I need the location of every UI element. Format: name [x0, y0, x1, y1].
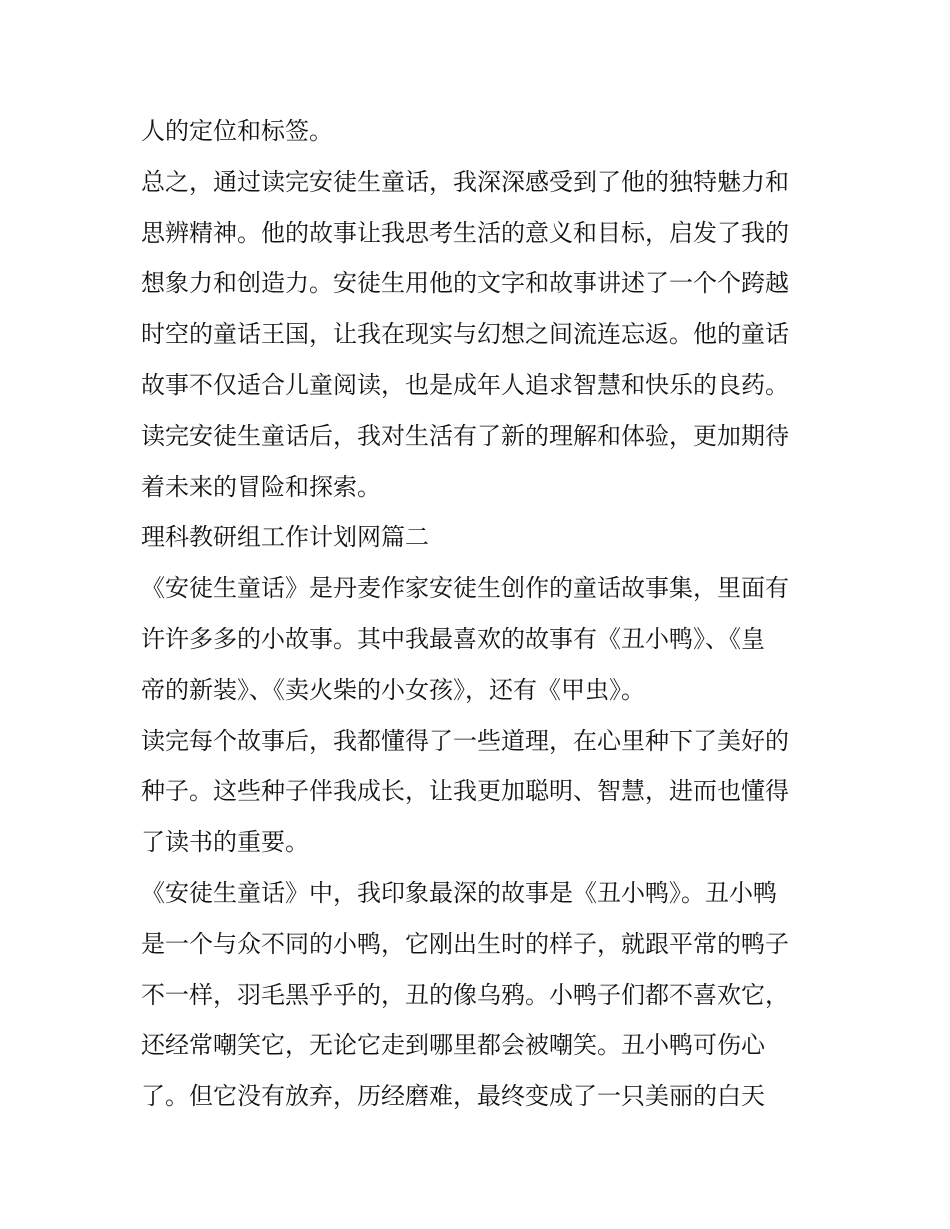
document-body [141, 106, 821, 1122]
text-line-2: 总之，通过读完安徒生童话，我深深感受到了他的独特魅力和 [141, 167, 789, 196]
section-heading: 理科教研组工作计划网篇二 [141, 523, 429, 552]
text-line-10: 《安徒生童话》是丹麦作家安徒生创作的童话故事集，里面有 [141, 574, 789, 603]
text-line-11: 许许多多的小故事。其中我最喜欢的故事有《丑小鸭》、《皇 [141, 624, 765, 653]
text-line-6: 故事不仅适合儿童阅读，也是成年人追求智慧和快乐的良药。 [141, 370, 789, 399]
text-line-20: 了。但它没有放弃，历经磨难，最终变成了一只美丽的白天 [141, 1082, 765, 1111]
text-line-1: 人的定位和标签。 [141, 117, 333, 145]
text-line-5: 时空的童话王国，让我在现实与幻想之间流连忘返。他的童话 [141, 320, 789, 349]
text-line-8: 着未来的冒险和探索。 [141, 472, 381, 501]
text-line-7: 读完安徒生童话后，我对生活有了新的理解和体验，更加期待 [141, 421, 789, 450]
text-line-16: 《安徒生童话》中，我印象最深的故事是《丑小鸭》。丑小鸭 [141, 878, 777, 907]
text-line-15: 了读书的重要。 [141, 828, 309, 857]
text-line-3: 思辨精神。他的故事让我思考生活的意义和目标，启发了我的 [141, 218, 789, 247]
text-line-17: 是一个与众不同的小鸭，它刚出生时的样子，就跟平常的鸭子 [141, 929, 789, 958]
text-line-18: 不一样，羽毛黑乎乎的，丑的像乌鸦。小鸭子们都不喜欢它， [141, 980, 789, 1009]
text-line-4: 想象力和创造力。安徒生用他的文字和故事讲述了一个个跨越 [141, 269, 789, 298]
text-line-13: 读完每个故事后，我都懂得了一些道理，在心里种下了美好的 [141, 726, 789, 755]
text-line-12: 帝的新装》、《卖火柴的小女孩》，还有《甲虫》。 [141, 675, 645, 704]
text-line-14: 种子。这些种子伴我成长，让我更加聪明、智慧，进而也懂得 [141, 777, 789, 806]
text-line-19: 还经常嘲笑它，无论它走到哪里都会被嘲笑。丑小鸭可伤心 [141, 1031, 765, 1060]
